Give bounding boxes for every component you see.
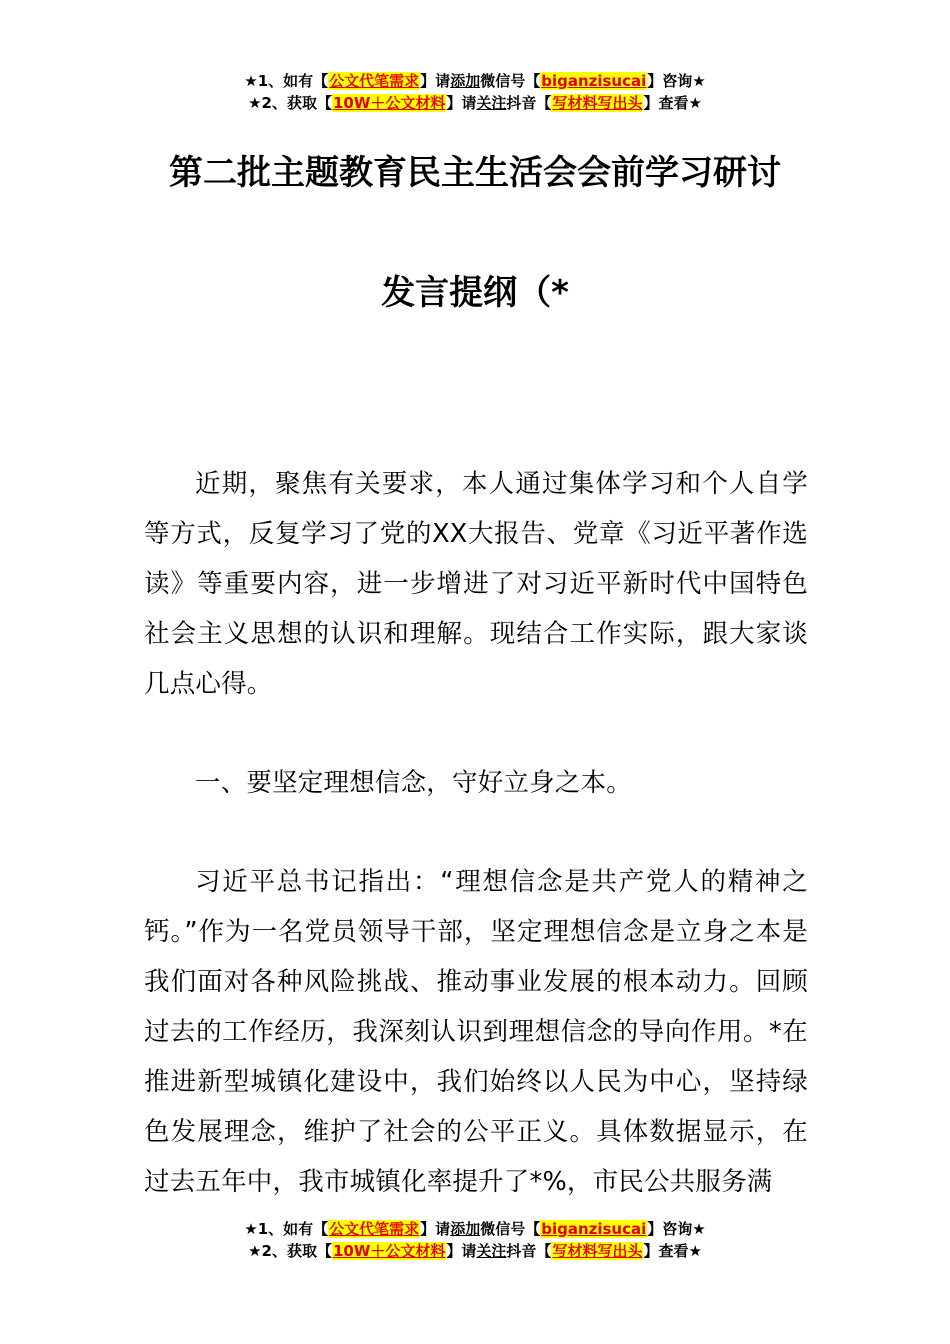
highlight-materials: 10W＋公文材料 (332, 1242, 446, 1260)
banner-line-1: ★1、如有【公文代笔需求】请添加微信号【biganzisucai】咨询★ (244, 72, 706, 90)
document-title-line-1: 第二批主题教育民主生活会会前学习研讨 (169, 153, 781, 193)
banner-line-2: ★2、获取【10W＋公文材料】请关注抖音【写材料写出头】查看★ (248, 1242, 702, 1260)
banner-line-1: ★1、如有【公文代笔需求】请添加微信号【biganzisucai】咨询★ (244, 1220, 706, 1238)
document-title-line-2: 发言提纲（* (381, 273, 569, 313)
paragraph-section-1: 习近平总书记指出：“理想信念是共产党人的精神之钙。”作为一名党员领导干部，坚定理想信念是立身之本是我们面对各种风险挑战、推动事业发展的根本动力。回顾过去的工作经历，我深刻认识到理想信念的导向作用。*在推进新型城镇化建设中，我们始终以人民为中心，坚持绿色发展理念，维护了社会的公平正义。具体数据显示，在过去五年中，我市城镇化率提升了*%，市民公共服务满 (144, 867, 808, 1197)
banner-line-2: ★2、获取【10W＋公文材料】请关注抖音【写材料写出头】查看★ (248, 94, 702, 112)
highlight-wechat-id: biganzisucai (541, 72, 647, 90)
highlight-materials: 10W＋公文材料 (332, 94, 446, 112)
footer-banner (0, 1218, 950, 1262)
section-heading-1: 一、要坚定理想信念，守好立身之本。 (195, 768, 632, 798)
paragraph-intro: 近期，聚焦有关要求，本人通过集体学习和个人自学等方式，反复学习了党的XX大报告、党章《习近平著作选读》等重要内容，进一步增进了对习近平新时代中国特色社会主义思想的认识和理解。现结合工作实际，跟大家谈几点心得。 (144, 469, 808, 699)
header-banner (0, 70, 950, 114)
highlight-douyin: 写材料写出头 (552, 1242, 643, 1260)
highlight-service: 公文代笔需求 (329, 72, 420, 90)
highlight-douyin: 写材料写出头 (552, 94, 643, 112)
highlight-service: 公文代笔需求 (329, 1220, 420, 1238)
highlight-wechat-id: biganzisucai (541, 1220, 647, 1238)
